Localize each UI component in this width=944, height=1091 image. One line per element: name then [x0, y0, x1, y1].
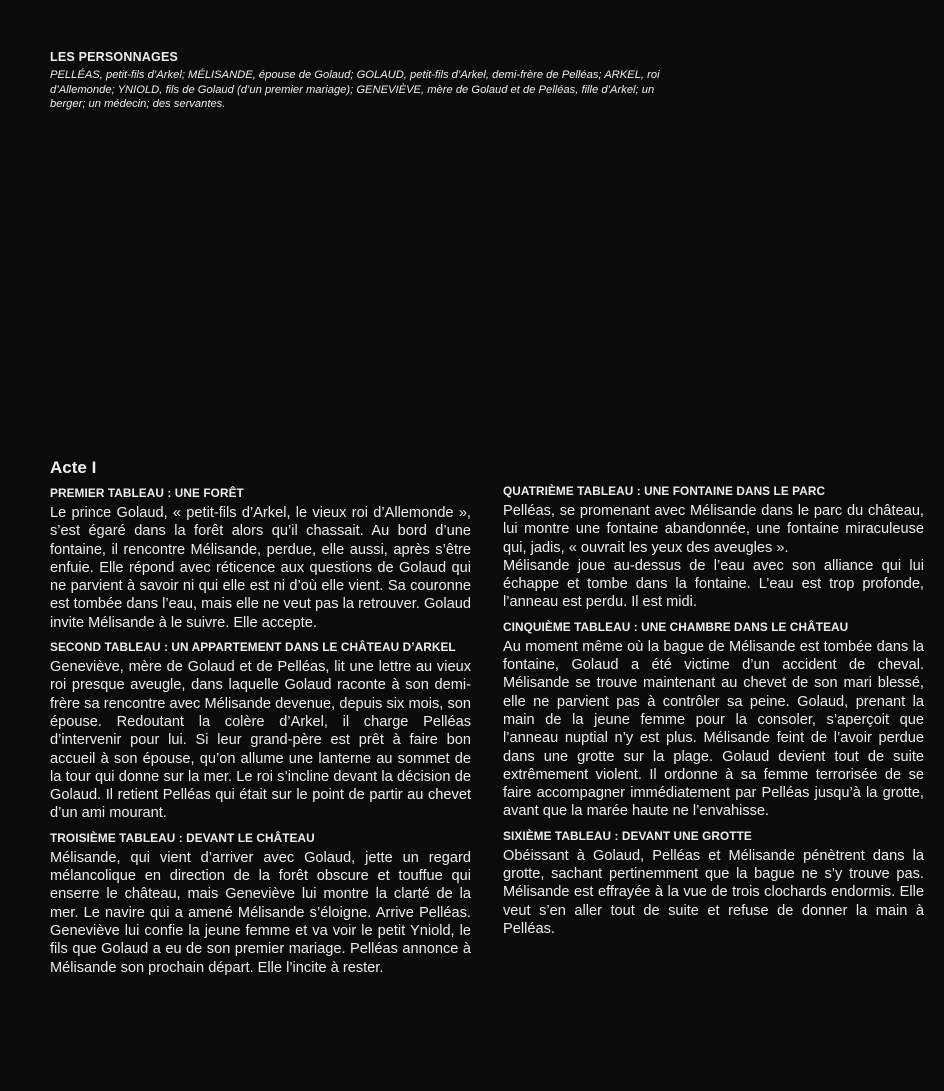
tableau-5-title: CINQUIÈME TABLEAU : UNE CHAMBRE DANS LE CHÂTEAU: [503, 619, 849, 634]
tableau-4-text-2: Mélisande joue au-dessus de l’eau avec son alliance qui lui échappe et tombe dans la fontaine. L’eau est trop profonde, l’anneau est perdu. Il est midi.: [503, 557, 924, 611]
right-column: [503, 484, 924, 946]
tableau-2: [50, 640, 471, 823]
tableau-3-text: Mélisande, qui vient d’arriver avec Golaud, jette un regard mélancolique en direction de la forêt obscure et touffue qui enserre le château, mais Geneviève lui montre la clarté de la mer. Le navire qui a amené Mélisande s’éloigne. Arrive Pelléas. Geneviève lui confie la jeune femme et va voir le petit Yniold, le fils que Golaud a eu de son premier mariage. Pelléas annonce à Mélisande son prochain départ. Elle l’incite à rester.: [50, 849, 471, 976]
characters-list: PELLÉAS, petit-fils d’Arkel; MÉLISANDE, épouse de Golaud; GOLAUD, petit-fils d’Arkel, demi-frère de Pelléas; ARKEL, roi d’Allemonde; YNIOLD, fils de Golaud (d’un premier mariage); GENEVIÈVE, mère de Golaud et de Pelléas, fille d’Arkel; un berger; un médecin; des servantes.: [50, 69, 660, 110]
tableau-1-text: Le prince Golaud, « petit-fils d’Arkel, le vieux roi d’Allemonde », s’est égaré dans la forêt alors qu’il chassait. Au bord d’une fontaine, il rencontre Mélisande, perdue, elle aussi, après s’être enfuie. Elle répond avec réticence aux questions de Golaud qui ne parvient à savoir ni qui elle est ni d’où elle vient. Sa couronne est tombée dans l’eau, mais elle ne veut pas la retrouver. Golaud invite Mélisande à le suivre. Elle accepte.: [50, 505, 471, 631]
tableau-4: [503, 484, 924, 612]
characters-heading: LES PERSONNAGES: [50, 50, 179, 64]
tableau-6: [503, 829, 924, 938]
tableau-1-title: PREMIER TABLEAU : UNE FORÊT: [50, 486, 244, 500]
tableau-6-text: Obéissant à Golaud, Pelléas et Mélisande pénètrent dans la grotte, sachant pertinemment que la bague ne s’y trouve pas. Mélisande est effrayée à la vue de trois clochards endormis. Elle veut s’en aller tout de suite et refuse de donner la main à Pelléas.: [503, 847, 924, 937]
tableau-6-title: SIXIÈME TABLEAU : DEVANT UNE GROTTE: [503, 828, 752, 843]
act-heading: Acte I: [50, 458, 97, 477]
tableau-2-text: Geneviève, mère de Golaud et de Pelléas, lit une lettre au vieux roi presque aveugle, dans laquelle Golaud raconte à son demi-frère sa rencontre avec Mélisande devenue, depuis six mois, son épouse. Redoutant la colère d’Arkel, il charge Pelléas d’intervenir pour lui. Si leur grand-père est prêt à faire bon accueil à son épouse, qu’on allume une lanterne au sommet de la tour qui donne sur la mer. Le roi s’incline devant la décision de Golaud. Il retient Pelléas qui était sur le point de partir au chevet d’un ami mourant.: [50, 659, 471, 822]
tableau-5-text: Au moment même où la bague de Mélisande est tombée dans la fontaine, Golaud a été victime d’un accident de cheval. Mélisande se trouve maintenant au chevet de son mari blessé, elle ne parvient pas à contrôler sa peine. Golaud, prenant la main de la jeune femme pour la consoler, s’aperçoit que l’anneau nuptial n’y est plus. Mélisande feint de l’avoir perdue dans une grotte sur la plage. Golaud devient tout de suite extrêmement violent. Il ordonne à sa femme terrorisée de se faire accompagner immédiatement par Pelléas jusqu’à la grotte, avant que la marée haute ne l’envahisse.: [503, 638, 924, 820]
tableau-4-text-1: Pelléas, se promenant avec Mélisande dans le parc du château, lui montre une fontaine abandonnée, une fontaine miraculeuse qui, jadis, « ouvrait les yeux des aveugles ».: [503, 503, 924, 556]
tableau-3-title: TROISIÈME TABLEAU : DEVANT LE CHÂTEAU: [50, 830, 315, 845]
tableau-3: [50, 831, 471, 977]
tableau-4-title: QUATRIÈME TABLEAU : UNE FONTAINE DANS LE PARC: [503, 484, 826, 498]
left-column: [50, 486, 471, 985]
tableau-1: [50, 486, 471, 632]
tableau-2-title: SECOND TABLEAU : UN APPARTEMENT DANS LE CHÂTEAU D’ARKEL: [50, 640, 456, 655]
tableau-5: [503, 620, 924, 821]
characters-section: [50, 50, 690, 112]
